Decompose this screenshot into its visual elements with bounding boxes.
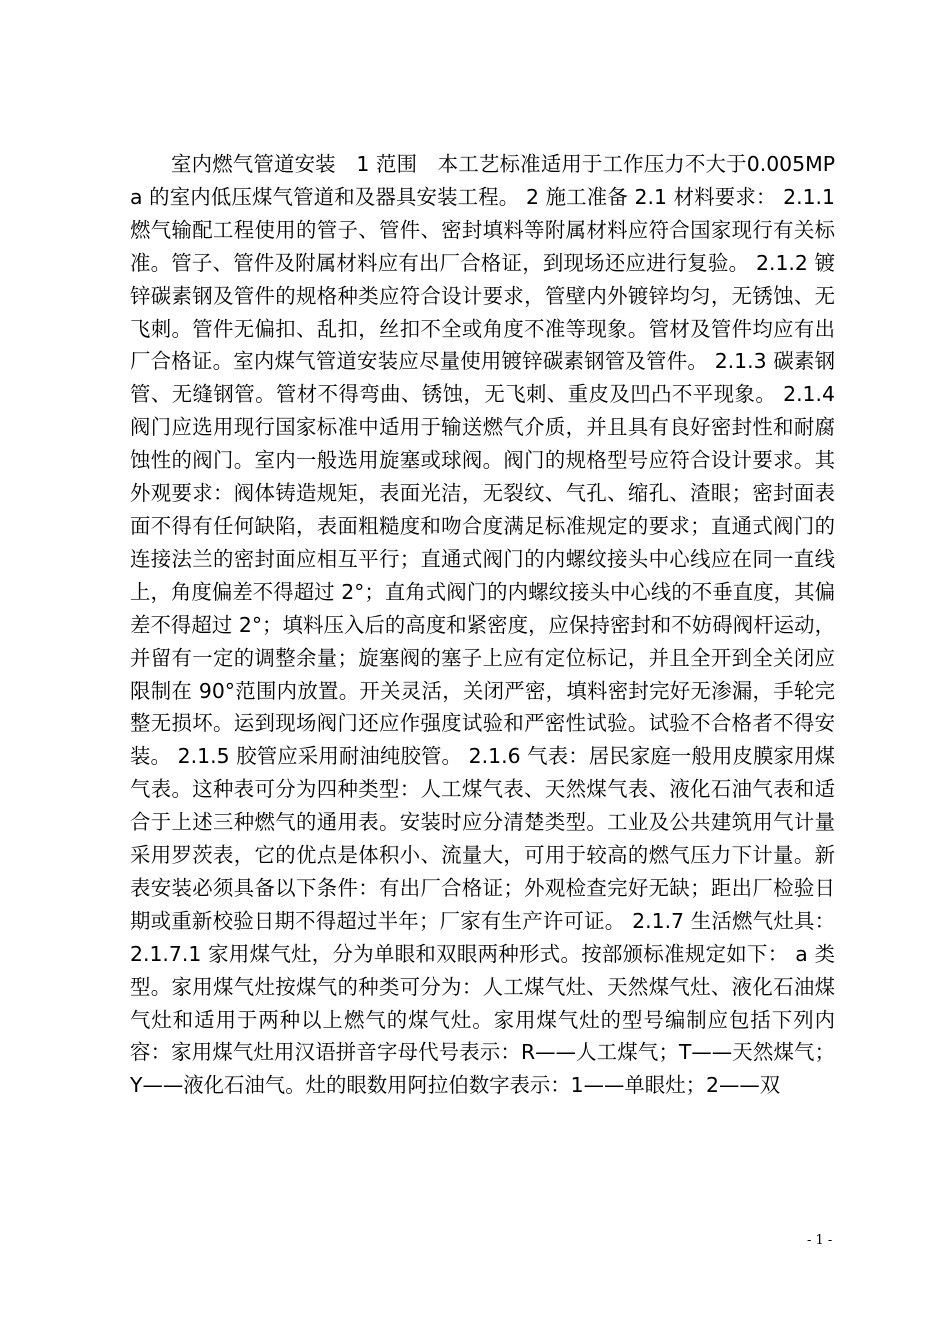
body-paragraph: 室内燃气管道安装 1 范围 本工艺标准适用于工作压力不大于0.005MPa 的室内低压煤气管道和及器具安装工程。 2 施工准备 2.1 材料要求： 2.1.1 燃气输配工程使用的管子、管件、密封填料等附属材料应符合国家现行有关标准。管子、管件及附属材料应有出厂合格证，到现场还应进行复验。 2.1.2 镀锌碳素钢及管件的规格种类应符合设计要求，管壁内外镀锌均匀，无锈蚀、无飞刺。管件无偏扣、乱扣，丝扣不全或角度不准等现象。管材及管件均应有出厂合格证。室内煤气管道安装应尽量使用镀锌碳素钢管及管件。 2.1.3 碳素钢管、无缝钢管。管材不得弯曲、锈蚀，无飞刺、重皮及凹凸不平现象。 2.1.4 阀门应选用现行国家标准中适用于输送燃气介质，并且具有良好密封性和耐腐蚀性的阀门。室内一般选用旋塞或球阀。阀门的规格型号应符合设计要求。其外观要求：阀体铸造规矩，表面光洁，无裂纹、气孔、缩孔、渣眼；密封面表面不得有任何缺陷，表面粗糙度和吻合度满足标准规定的要求；直通式阀门的连接法兰的密封面应相互平行；直通式阀门的内螺纹接头中心线应在同一直线上，角度偏差不得超过 2°；直角式阀门的内螺纹接头中心线的不垂直度，其偏差不得超过 2°；填料压入后的高度和紧密度，应保持密封和不妨碍阀杆运动，并留有一定的调整余量；旋塞阀的塞子上应有定位标记，并且全开到全关闭应限制在 90°范围内放置。开关灵活，关闭严密，填料密封完好无渗漏，手轮完整无损坏。运到现场阀门还应作强度试验和严密性试验。试验不合格者不得安装。 2.1.5 胶管应采用耐油纯胶管。 2.1.6 气表：居民家庭一般用皮膜家用煤气表。这种表可分为四种类型：人工煤气表、天然煤气表、液化石油气表和适合于上述三种燃气的通用表。安装时应分清楚类型。工业及公共建筑用气计量采用罗茨表，它的优点是体积小、流量大，可用于较高的燃气压力下计量。新表安装必须具备以下条件：有出厂合格证；外观检查完好无缺；距出厂检验日期或重新校验日期不得超过半年；厂家有生产许可证。 2.1.7 生活燃气灶具： 2.1.7.1 家用煤气灶，分为单眼和双眼两种形式。按部颁标准规定如下： a 类型。家用煤气灶按煤气的种类可分为：人工煤气灶、天然煤气灶、液化石油煤气灶和适用于两种以上燃气的煤气灶。家用煤气灶的型号编制应包括下列内容：家用煤气灶用汉语拼音字母代号表示：R——人工煤气；T——天然煤气；Y——液化石油气。灶的眼数用阿拉伯数字表示：1——单眼灶；2——双 [130,152,835,1098]
page-number: - 1 - [807,1233,833,1248]
